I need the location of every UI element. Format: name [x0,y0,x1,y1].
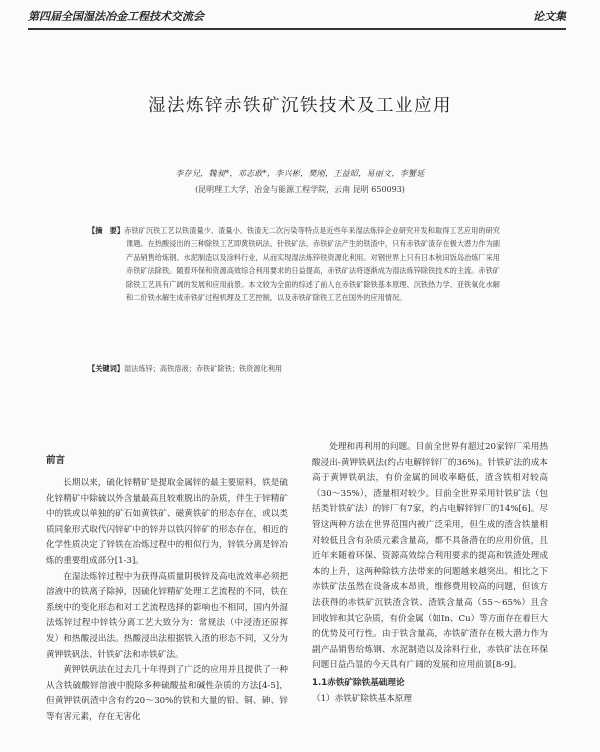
paragraph: 黄钾铁矾法在过去几十年得到了广泛的应用并且提供了一种从含铁硫酸锌溶液中脱除多种硫酸盐和碱性杂质的方法[4-5]，但黄钾铁矾渣中含有约20～30%的铁和大量的铅、铜、砷、锌等有害元素，存在无害化 [46,665,288,722]
section-name: 论文集 [533,10,566,23]
right-column [312,440,548,752]
paper-title: 湿法炼锌赤铁矿沉铁技术及工业应用 [148,96,452,116]
subsection-heading: 1.1赤铁矿除铁基础理论 [312,677,405,688]
keywords-text: 湿法炼锌；高铁溶液；赤铁矿除铁；铁资源化利用 [123,364,283,373]
paragraph: 处理和再利用的问题。目前全世界有超过20家锌厂采用热酸浸出-黄钾铁矾法(约占电解锌锌厂的36%)。针铁矿法的成本高于黄钾铁矾法，有价金属的回收率略低，渣含铁相对较高（30～35%），渣量相对较少。目前全世界采用针铁矿法（包括类针铁矿法）的锌厂有7家，约占电解锌锌厂的14%[6]。尽管这两种方法在世界范围内被广泛采用，但生成的渣含铁量相对较低且含有杂质元素含量高，都不具备潜在的应用价值，且近年来随着环保、资源高效综合利用要求的提高和铁渣处理成本的上升，这两种除铁方法带来的问题越来越突出。相比之下赤铁矿法虽然在设备成本昂贵，维修费用较高的问题，但该方法获得的赤铁矿沉铁渣含铁、渣铁含量高（55～65%）且含回收锌和其它杂质，有价金属（如In、Cu）等方面存在着巨大的优势及可行性。由于铁含量高，赤铁矿渣存在极大潜力作为副产品销售给炼钢、水泥制造以及涂料行业，赤铁矿法在环保问题日益凸显的今天具有广阔的发展和应用前景[8-9]。 [312,442,548,671]
abstract-label: 【摘 要】 [88,226,125,235]
section-heading: 前言 [46,455,66,466]
author-list: 李存兄，魏昶*，邓志敢*，李兴彬，樊刚，王益昭，易丽文，李蟹延 [175,169,425,178]
paragraph: 在湿法炼锌过程中为获得高质量阴极锌及高电流效率必须把溶液中的铁离子除掉，因硫化锌精矿处理工艺流程的不同，铁在系统中的变化形态和对工艺流程选择的影响也不相同，国内外湿法炼锌过程中锌铁分离工艺大致分为：常规法（中浸渣还原挥发）和热酸浸出法。热酸浸出法根据铁入渣的形态不同，又分为黄钾铁矾法、针铁矿法和赤铁矿法。 [46,571,288,660]
journal-name: 第四届全国湿法冶金工程技术交流会 [28,10,204,23]
subsubsection-heading: （1）赤铁矿除铁基本原理 [312,693,412,704]
left-column [46,476,288,752]
keywords [88,364,500,374]
abstract-text: 赤铁矿沉铁工艺以铁渣量少、渣量小、铁渣无二次污染等特点是近些年来湿法炼锌企业研究开发和取得工艺应用的研究课题。在热酸浸出的三种除铁工艺即黄铁矾法、针铁矿法、赤铁矿法产生的铁渣中，只有赤铁矿渣存在极大潜力作为副产品销售给炼钢、水泥制造以及涂料行业，从而实现湿法炼锌铁资源化利用。对钢世界上只有日本秋田饭岛冶炼厂采用赤铁矿法除铁。随着环保和资源高效综合利用要求的日益提高，赤铁矿法将逐渐成为湿法炼锌除铁技术的主流。赤铁矿除铁工艺具有广阔的发展和应用前景。本文较为全面的综述了前人在赤铁矿除铁基本原理、沉铁热力学、亚铁氧化水解和二价铁水解生成赤铁矿过程机理及工艺控制，以及赤铁矿除铁工艺在国外的应用情况。 [124,226,500,303]
running-header [28,4,566,30]
paragraph: 长期以来，硫化锌精矿是提取金属锌的最主要原料，铁是硫化锌精矿中除硫以外含量最高且较难脱出的杂质，伴生于锌精矿中的铁或以单独的矿石如黄铁矿、磁黄铁矿的形态存在，或以类质同象形式取代闪锌矿中的锌并以铁闪锌矿的形态存在，相近的化学性质决定了锌铁在冶炼过程中的相似行为，锌铁分离是锌冶炼的重要组成部分[1-3]。 [46,478,288,566]
abstract [88,224,500,304]
keywords-label: 【关键词】 [88,364,124,373]
affiliation: (昆明理工大学，冶金与能源工程学院，云南 昆明 650093) [195,185,405,194]
